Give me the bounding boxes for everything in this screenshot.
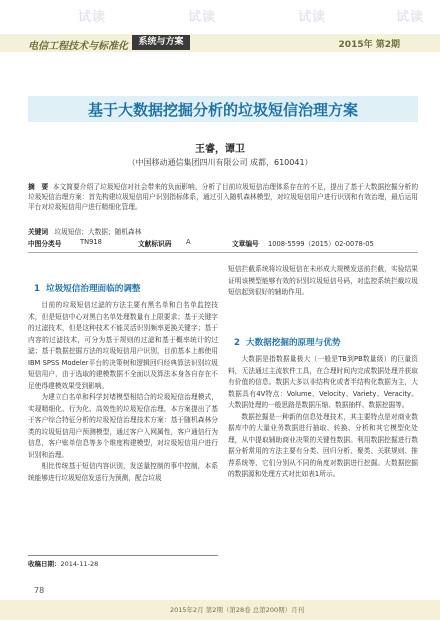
section-title: 大数据挖掘的原理与优势 xyxy=(245,338,341,348)
journal-header xyxy=(0,0,440,78)
section-label: 系统与方案 xyxy=(132,35,190,50)
article-title: 基于大数据挖掘分析的垃圾短信治理方案 xyxy=(87,101,358,119)
watermark: 试读 xyxy=(298,10,327,25)
journal-name: 电信工程技术与标准化 xyxy=(28,41,128,52)
paragraph: 数据挖掘是一种新的信息处理技术，其主要特点是对商业数据库中的大量业务数据进行抽取、转换、分析和其它模型化处理，从中提取辅助商业决策的关键性数据。利用数据挖掘进行数据分析常用的方法主要有分类、回归分析、聚类、关联规则、推荐系统等，它们分别从不同的角度对数据进行挖掘。大数据挖掘的数据源和处理方式对比如表1所示。 xyxy=(228,412,418,478)
paragraph: 为建立白名单和科学封堵模型相结合的垃圾短信治理模式，实现精细化、行为化、高效性的垃圾短信治理，本方案提出了基于客户综合特征分析的垃圾短信治理技术方案：基于随机森林分类的垃圾短信用户预测模型，通过客户入网属性，客户通信行为信息，客户账单信息等多个维度构建模型，对垃圾短信用户进行识别和治理。 xyxy=(28,393,218,459)
article-no-label: 文章编号 xyxy=(232,240,259,248)
doc-code-value: A xyxy=(186,238,191,246)
watermark: 试读 xyxy=(78,10,107,25)
section-number: 2 xyxy=(234,338,240,348)
footnote-rule xyxy=(28,555,218,556)
section-heading xyxy=(34,282,141,294)
right-column-top xyxy=(228,264,418,299)
watermark: 试读 xyxy=(188,10,217,25)
page-footer xyxy=(0,600,440,620)
received-label: 收稿日期： xyxy=(28,560,61,568)
clc-label: 中图分类号 xyxy=(28,240,62,248)
keywords-label: 关键词 xyxy=(28,228,49,236)
divider xyxy=(28,252,418,253)
article-no-value: 1008-5599（2015）02-0078-05 xyxy=(268,240,374,248)
footer-text: 2015年2月 第2期（第28卷 总第200期）月刊 xyxy=(170,606,305,614)
received-value: 2014-11-28 xyxy=(60,560,99,568)
issue-label: 2015年 第2期 xyxy=(338,40,400,50)
paragraph: 大数据是指数据量极大（一般是TB到PB数量级）的巨量资料，无法通过主流软件工具，在合理时间内完成数据处理并获取有价值的信息。数据大多以非结构化或者半结构化数据为主，大数据具有4V特点：Volume、Velocity、Variety、Veracity。大数据处理的一般思路是数据压缩、数据抽样、数据挖掘等。 xyxy=(228,355,418,409)
abstract-label: 摘 要 xyxy=(28,183,49,191)
paragraph: 相比传统基于短信内容识别，发送量控制的事中控制，本系统能够进行垃圾短信发送行为预测，配合垃圾 xyxy=(28,462,218,482)
abstract xyxy=(28,182,418,212)
paragraph: 目前的垃圾短信过滤的方法主要有黑名单和白名单监控技术，但是短信中心对黑白名单处理数量有上限要求；基于关键字的过滤技术，但是这种技术不能灵活识别频率更换关键字；基于内容的过滤技术，可分为基于规则的过滤和基于概率统计的过滤；基于数据挖掘方法的垃圾短信用户识别，目前基本上都使用IBM SPSS Modeler平台的决策树和逻辑回归经典算法识别垃圾短信用户，由于选取的建模数据不全面以及算法本身各自存在不足使得建模效果受到影响。 xyxy=(28,301,218,390)
affiliation: （中国移动通信集团四川有限公司 成都，610041） xyxy=(127,158,313,167)
keywords-text: 垃圾短信；大数据；随机森林 xyxy=(54,228,142,236)
section-number: 1 xyxy=(34,284,40,294)
abstract-text: 本文简要介绍了垃圾短信对社会带来的负面影响，分析了目前垃圾短信治理体系存在的不足，提出了基于大数据挖掘分析的垃圾短信治理方案：首先构建垃圾短信用户识别指标体系，通过引入随机森林模型，对垃圾短信用户进行识别和有效治理，最后运用平台对垃圾短信用户进行精细化管理。 xyxy=(28,183,419,211)
page-number: 78 xyxy=(34,586,45,595)
section-heading xyxy=(234,336,341,348)
header-bar xyxy=(0,34,440,52)
watermark: 试读 xyxy=(396,10,425,25)
clc-value: TN918 xyxy=(80,238,102,246)
authors: 王睿，谭卫 xyxy=(195,144,245,155)
received-date xyxy=(28,559,218,568)
section-title: 垃圾短信治理面临的调整 xyxy=(45,284,141,294)
right-column xyxy=(228,354,418,481)
doc-code-label: 文献标识码 xyxy=(138,240,172,248)
left-column xyxy=(28,300,218,484)
keywords xyxy=(28,226,418,236)
paragraph: 短信拦截系统将垃圾短信在未形成大规模发送前拦截，实验结果证明该模型能够有效的识别垃圾短信号码，对监控系统拦截垃圾短信起到很好的辅助作用。 xyxy=(228,265,418,296)
